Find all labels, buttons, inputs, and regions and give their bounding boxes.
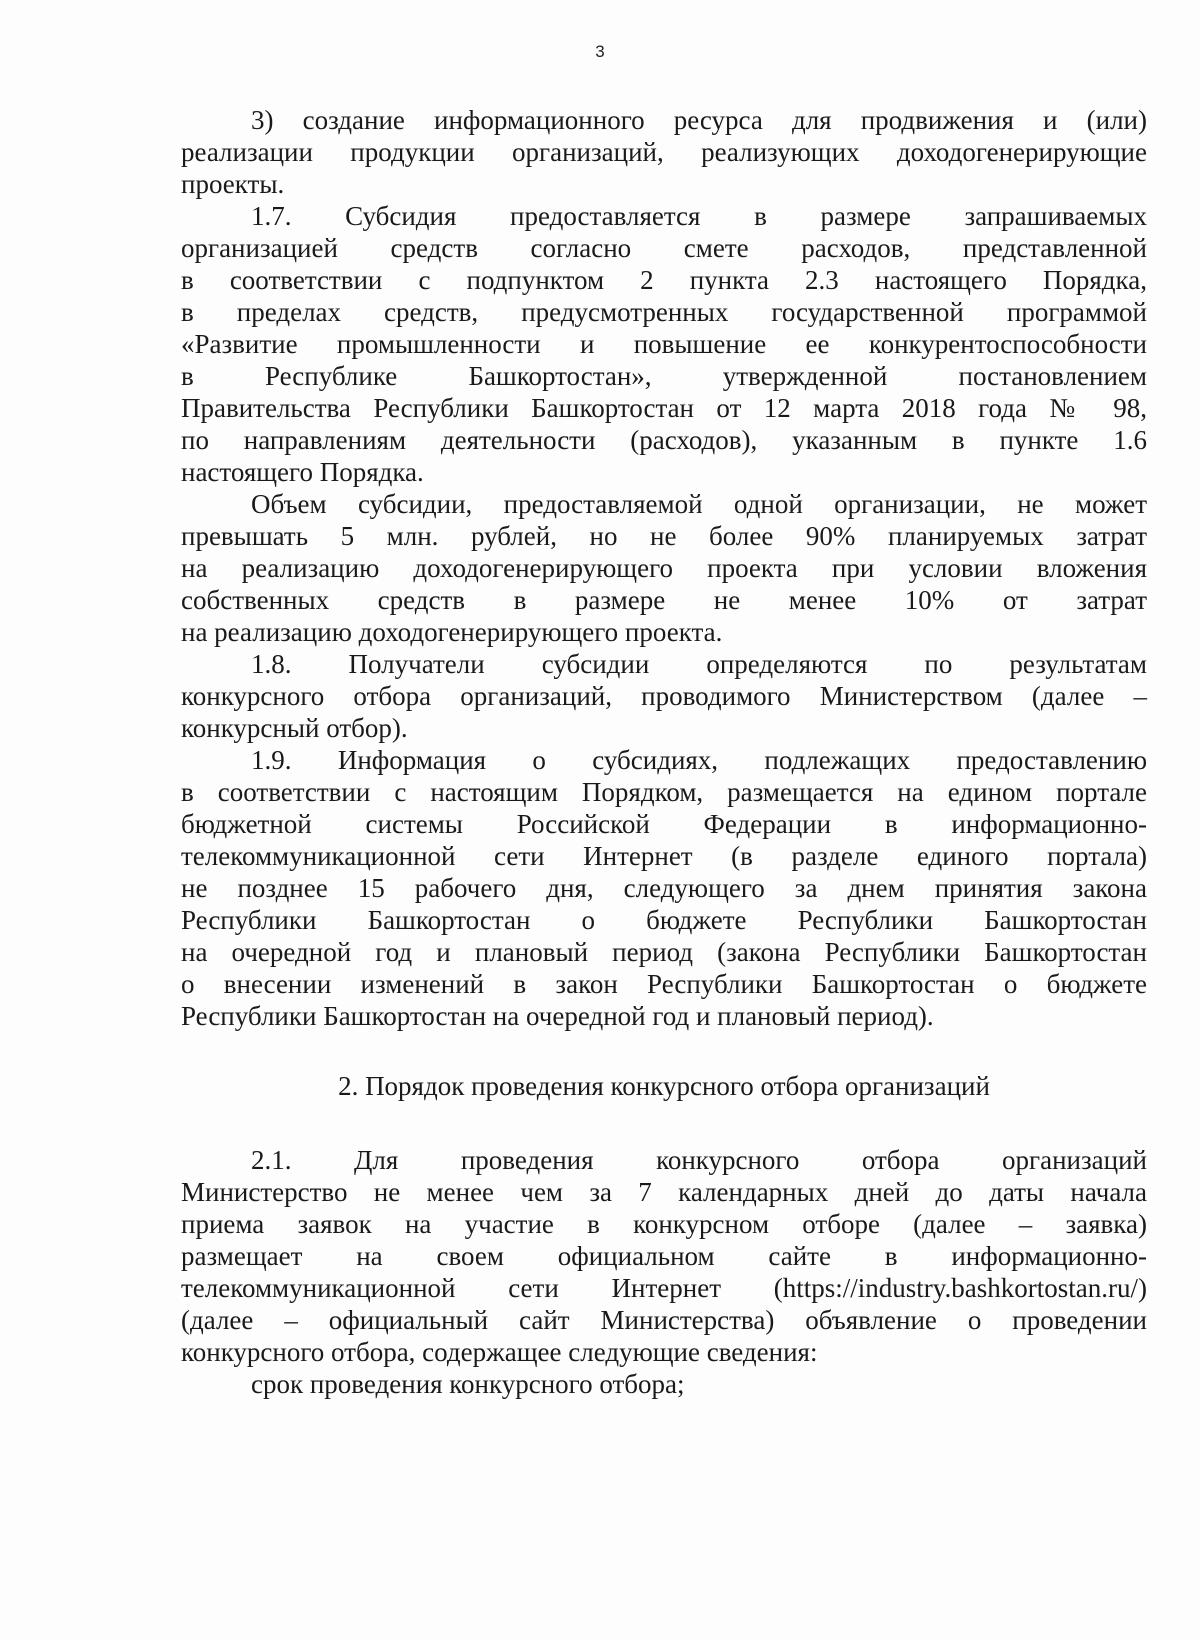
text-line: по направлениям деятельности (расходов), указанным в пункте 1.6 [181,425,1147,455]
text-line: Министерство не менее чем за 7 календарных дней до даты начала [181,1177,1147,1207]
text-line: конкурсного отбора, содержащее следующие сведения: [181,1337,818,1367]
paragraph-2-1 [181,1144,1147,1368]
text-line: бюджетной системы Российской Федерации в информационно- [181,809,1147,839]
text-line: реализации продукции организаций, реализующих доходогенерирующие [181,137,1147,167]
text-line: размещает на своем официальном сайте в информационно- [181,1241,1147,1271]
text-line: 1.8. Получатели субсидии определяются по результатам [251,649,1147,679]
text-line: в соответствии с подпунктом 2 пункта 2.3 настоящего Порядка, [181,265,1147,295]
text-line: приема заявок на участие в конкурсном отборе (далее – заявка) [181,1209,1147,1239]
text-line: Республики Башкортостан о бюджете Республики Башкортостан [181,905,1147,935]
paragraph-1-9 [181,744,1147,1032]
text-line: 3) создание информационного ресурса для продвижения и (или) [251,105,1147,135]
section-heading: 2. Порядок проведения конкурсного отбора организаций [338,1071,990,1101]
paragraph-subsidy-volume [181,488,1147,648]
text-line: на реализацию доходогенерирующего проекта. [181,617,723,647]
text-line: на очередной год и плановый период (закона Республики Башкортостан [181,937,1147,967]
text-line: на реализацию доходогенерирующего проекта при условии вложения [181,553,1147,583]
page-number: 3 [595,42,605,61]
text-line: телекоммуникационной сети Интернет (в разделе единого портала) [181,841,1147,871]
text-line: 1.7. Субсидия предоставляется в размере запрашиваемых [251,201,1147,231]
document-body [181,104,1147,1400]
text-line: «Развитие промышленности и повышение ее конкурентоспособности [181,329,1147,359]
text-line: конкурсный отбор). [181,713,408,743]
text-line: 2.1. Для проведения конкурсного отбора организаций [251,1145,1147,1175]
paragraph-item-3 [181,104,1147,200]
text-line: (далее – официальный сайт Министерства) объявление о проведении [181,1305,1147,1335]
text-line: срок проведения конкурсного отбора; [251,1369,685,1399]
paragraph-1-7 [181,200,1147,488]
text-line: не позднее 15 рабочего дня, следующего за днем принятия закона [181,873,1147,903]
text-line: Объем субсидии, предоставляемой одной организации, не может [251,489,1147,519]
paragraph-1-8 [181,648,1147,744]
text-line: конкурсного отбора организаций, проводимого Министерством (далее – [181,681,1147,711]
text-line: в пределах средств, предусмотренных государственной программой [181,297,1147,327]
text-line: телекоммуникационной сети Интернет (https://industry.bashkortostan.ru/) [181,1273,1147,1303]
text-line: превышать 5 млн. рублей, но не более 90% планируемых затрат [181,521,1147,551]
text-line: в соответствии с настоящим Порядком, размещается на едином портале [181,777,1147,807]
text-line: проекты. [181,169,285,199]
text-line: 1.9. Информация о субсидиях, подлежащих предоставлению [251,745,1147,775]
text-line: Республики Башкортостан на очередной год и плановый период). [181,1001,934,1031]
text-line: настоящего Порядка. [181,457,424,487]
text-line: Правительства Республики Башкортостан от 12 марта 2018 года № 98, [181,393,1147,423]
text-line: собственных средств в размере не менее 10% от затрат [181,585,1147,615]
text-line: о внесении изменений в закон Республики Башкортостан о бюджете [181,969,1147,999]
text-line: организацией средств согласно смете расходов, представленной [181,233,1147,263]
text-line: в Республике Башкортостан», утвержденной постановлением [181,361,1147,391]
paragraph-term [181,1368,1147,1400]
